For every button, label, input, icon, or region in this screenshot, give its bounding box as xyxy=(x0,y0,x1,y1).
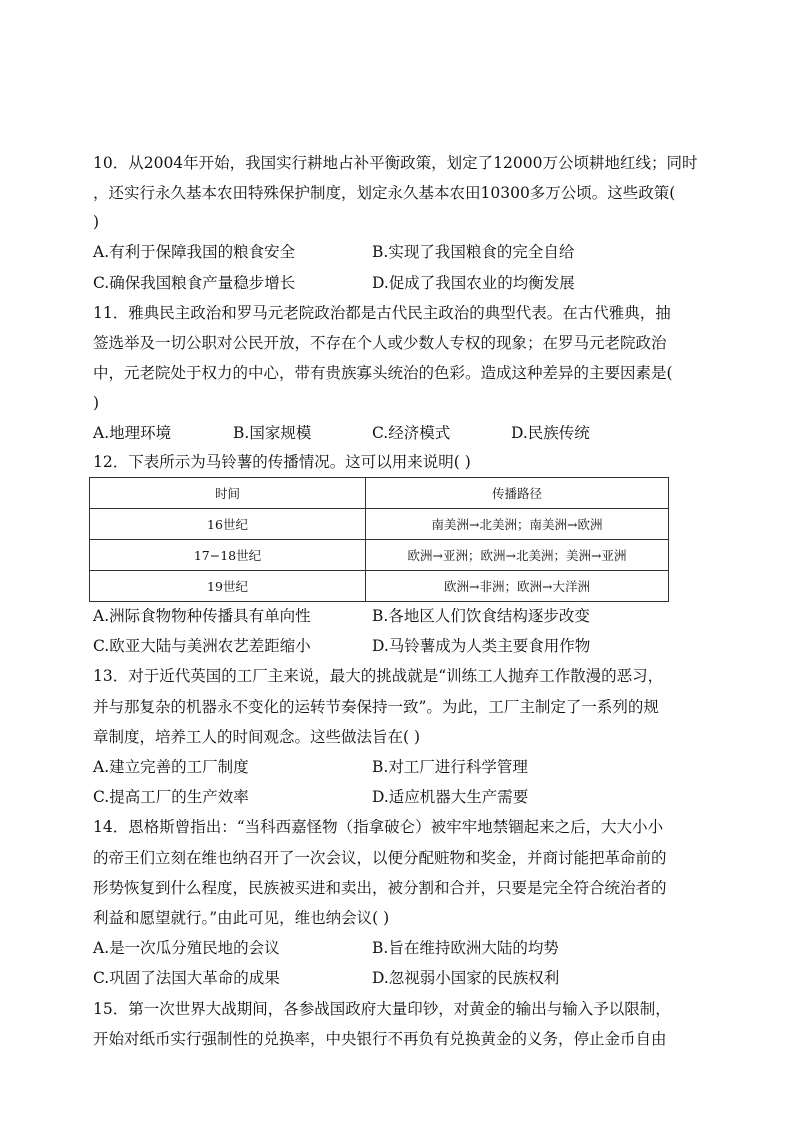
table-cell-route: 南美洲→北美洲；南美洲→欧洲 xyxy=(366,509,669,540)
table-header-time: 时间 xyxy=(90,478,366,509)
q13-option-a: A.建立完善的工厂制度 xyxy=(93,758,249,776)
q14-line-1: 14．恩格斯曾指出：“当科西嘉怪物（指拿破仑）被牢牢地禁锢起来之后，大大小小 xyxy=(93,818,664,836)
table-header-row xyxy=(90,478,669,509)
q14-option-d: D.忽视弱小国家的民族权利 xyxy=(372,969,560,987)
table-cell-time: 19世纪 xyxy=(90,571,366,602)
q14-line-4: 利益和愿望就行。”由此可见，维也纳会议( ) xyxy=(93,909,390,927)
q13-option-d: D.适应机器大生产需要 xyxy=(372,788,529,806)
q11-line-1: 11．雅典民主政治和罗马元老院政治都是古代民主政治的典型代表。在古代雅典，抽 xyxy=(93,304,671,322)
table-header-route: 传播路径 xyxy=(366,478,669,509)
table-cell-time: 16世纪 xyxy=(90,509,366,540)
q11-option-b: B.国家规模 xyxy=(233,424,312,442)
q13-line-3: 章制度，培养工人的时间观念。这些做法旨在( ) xyxy=(93,728,421,746)
q11-line-3: 中，元老院处于权力的中心，带有贵族寡头统治的色彩。造成这种差异的主要因素是( xyxy=(93,364,673,382)
q10-option-a: A.有利于保障我国的粮食安全 xyxy=(93,243,296,261)
q11-option-d: D.民族传统 xyxy=(511,424,590,442)
q11-option-a: A.地理环境 xyxy=(93,424,172,442)
table-row xyxy=(90,540,669,571)
table-row xyxy=(90,509,669,540)
q13-line-2: 并与那复杂的机器永不变化的运转节奏保持一致”。为此，工厂主制定了一系列的规 xyxy=(93,698,659,716)
q14-line-2: 的帝王们立刻在维也纳召开了一次会议，以便分配赃物和奖金，并商讨能把革命前的 xyxy=(93,849,667,867)
q10-option-b: B.实现了我国粮食的完全自给 xyxy=(372,243,575,261)
table-cell-route: 欧洲→亚洲；欧洲→北美洲；美洲→亚洲 xyxy=(366,540,669,571)
table-cell-time: 17−18世纪 xyxy=(90,540,366,571)
q11-option-c: C.经济模式 xyxy=(372,424,451,442)
q12-option-c: C.欧亚大陆与美洲农艺差距缩小 xyxy=(93,637,311,655)
q14-option-c: C.巩固了法国大革命的成果 xyxy=(93,969,280,987)
q11-line-4: ) xyxy=(93,394,100,412)
q13-option-b: B.对工厂进行科学管理 xyxy=(372,758,528,776)
q12-option-b: B.各地区人们饮食结构逐步改变 xyxy=(372,607,590,625)
table-row xyxy=(90,571,669,602)
q10-option-d: D.促成了我国农业的均衡发展 xyxy=(372,274,575,292)
q12-line-1: 12．下表所示为马铃薯的传播情况。这可以用来说明( ) xyxy=(93,453,471,471)
q15-line-1: 15．第一次世界大战期间，各参战国政府大量印钞，对黄金的输出与输入予以限制， xyxy=(93,1000,671,1018)
q10-option-c: C.确保我国粮食产量稳步增长 xyxy=(93,274,296,292)
q13-line-1: 13．对于近代英国的工厂主来说，最大的挑战就是“训练工人抛弃工作散漫的恶习， xyxy=(93,667,664,685)
spread-table xyxy=(89,477,669,602)
q10-line-1: 10．从2004年开始，我国实行耕地占补平衡政策，划定了12000万公顷耕地红线；同时 xyxy=(93,154,698,172)
q10-line-3: ) xyxy=(93,213,100,231)
q14-option-a: A.是一次瓜分殖民地的会议 xyxy=(93,939,280,957)
q12-option-a: A.洲际食物物种传播具有单向性 xyxy=(93,607,311,625)
q11-line-2: 签选举及一切公职对公民开放，不存在个人或少数人专权的现象；在罗马元老院政治 xyxy=(93,334,667,352)
q12-option-d: D.马铃薯成为人类主要食用作物 xyxy=(372,637,591,655)
q15-line-2: 开始对纸币实行强制性的兑换率，中央银行不再负有兑换黄金的义务，停止金币自由 xyxy=(93,1030,667,1048)
q10-line-2: ，还实行永久基本农田特殊保护制度，划定永久基本农田10300多万公顷。这些政策( xyxy=(93,184,676,202)
table-cell-route: 欧洲→非洲；欧洲→大洋洲 xyxy=(366,571,669,602)
q14-option-b: B.旨在维持欧洲大陆的均势 xyxy=(372,939,559,957)
q14-line-3: 形势恢复到什么程度，民族被买进和卖出，被分割和合并，只要是完全符合统治者的 xyxy=(93,879,667,897)
q13-option-c: C.提高工厂的生产效率 xyxy=(93,788,249,806)
